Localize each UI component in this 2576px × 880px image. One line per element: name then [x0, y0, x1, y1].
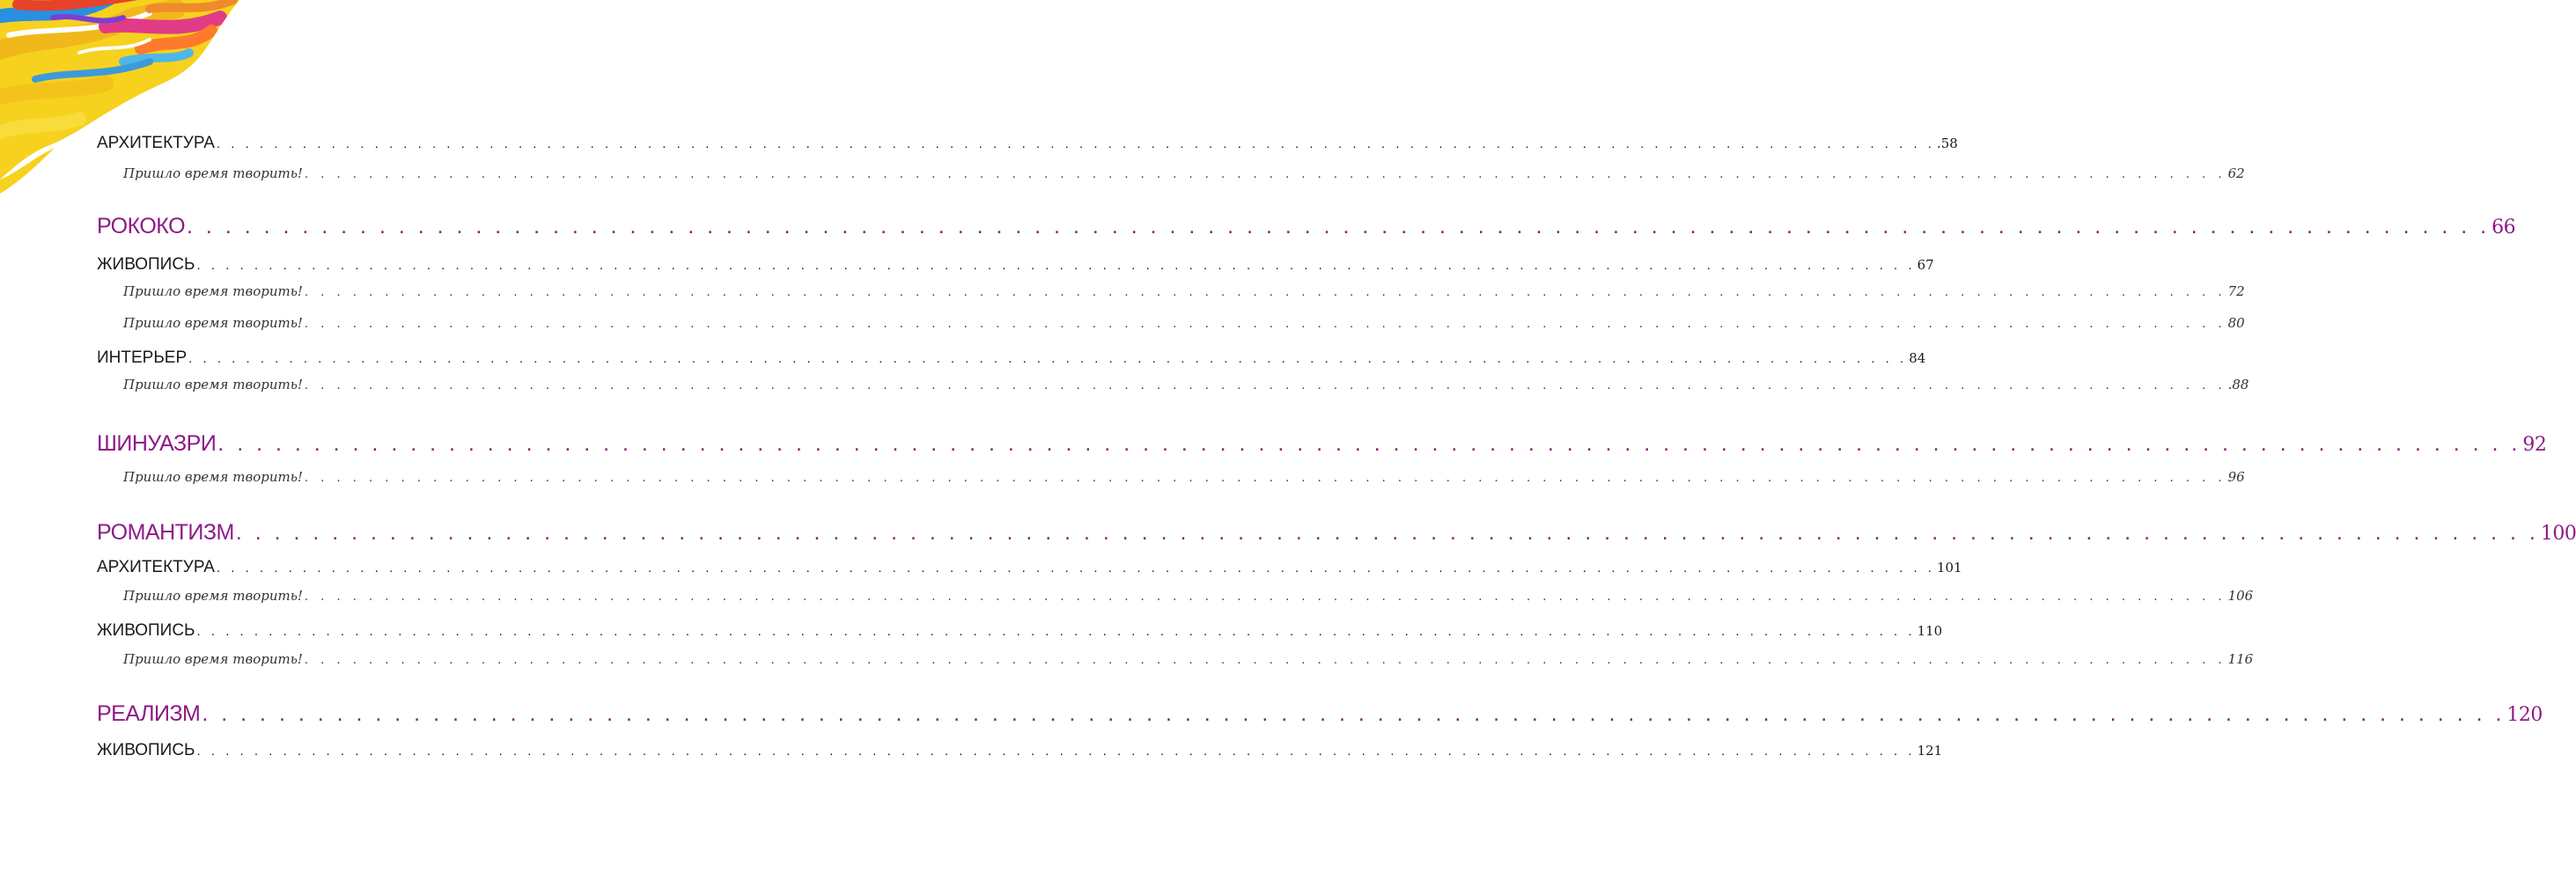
dot-leader: . . . . . . . . . . . . . . . . . . . . . . . . . . . . . . . . . . . . . . . . . . . . . . . . . . . . . . . . . . . . . . . . . . . . . . . . . . . . . . . . . . . . . . . . . . . . . . . . . . . . . . . . . . . . . . . . . . . . . . . .: [217, 431, 2521, 456]
toc-subtopic-entry: [123, 283, 2245, 299]
toc-entry-title: Пришло время творить!: [123, 283, 303, 299]
toc-entry-page-number: 67: [1917, 257, 1934, 273]
toc-section-entry: [97, 520, 2576, 546]
dot-leader: . . . . . . . . . . . . . . . . . . . . . . . . . . . . . . . . . . . . . . . . . . . . . . . . . . . . . . . . . . . . . . . . . . . . . . . . . . . . . . . . . . . . . . . . . . . . . . . . . . . . . . . . . . . . . . . . . . . . . . . .: [196, 624, 1916, 639]
toc-topic-entry: [97, 348, 1926, 368]
toc-entry-page-number: 72: [2227, 283, 2245, 299]
dot-leader: . . . . . . . . . . . . . . . . . . . . . . . . . . . . . . . . . . . . . . . . . . . . . . . . . . . . . . . . . . . . . . . . . . . . . . . . . . . . . . . . . . . . . . . . . . . . . . . . . . . . . . . . . . . . . . . . . . . . . . . .: [304, 590, 2226, 604]
dot-leader: . . . . . . . . . . . . . . . . . . . . . . . . . . . . . . . . . . . . . . . . . . . . . . . . . . . . . . . . . . . . . . . . . . . . . . . . . . . . . . . . . . . . . . . . . . . . . . . . . . . . . . . . . . . . . . . . . . . . . . . .: [188, 351, 1908, 366]
toc-entry-page-number: 110: [1917, 623, 1943, 639]
toc-topic-entry: [97, 134, 1958, 153]
toc-topic-entry: [97, 621, 1943, 641]
toc-entry-title: АРХИТЕКТУРА: [97, 134, 215, 152]
toc-entry-page-number: 62: [2227, 165, 2245, 181]
toc-entry-title: Пришло время творить!: [123, 377, 303, 392]
dot-leader: . . . . . . . . . . . . . . . . . . . . . . . . . . . . . . . . . . . . . . . . . . . . . . . . . . . . . . . . . . . . . . . . . . . . . . . . . . . . . . . . . . . . . . . . . . . . . . . . . . . . . . . . . . . . . . . . . . . . . . . .: [216, 561, 1935, 576]
toc-entry-page-number: 106: [2227, 588, 2254, 604]
toc-entry-page-number: 80: [2227, 315, 2245, 331]
toc-section-entry: [97, 214, 2516, 239]
toc-entry-page-number: 96: [2227, 469, 2245, 485]
dot-leader: . . . . . . . . . . . . . . . . . . . . . . . . . . . . . . . . . . . . . . . . . . . . . . . . . . . . . . . . . . . . . . . . . . . . . . . . . . . . . . . . . . . . . . . . . . . . . . . . . . . . . . . . . . . . . . . . . . . . . . . .: [187, 214, 2491, 238]
dot-leader: . . . . . . . . . . . . . . . . . . . . . . . . . . . . . . . . . . . . . . . . . . . . . . . . . . . . . . . . . . . . . . . . . . . . . . . . . . . . . . . . . . . . . . . . . . . . . . . . . . . . . . . . . . . . . . . . . . . . . . . .: [304, 472, 2226, 485]
toc-entry-title: Пришло время творить!: [123, 651, 303, 667]
toc-entry-title: РЕАЛИЗМ: [97, 701, 201, 726]
toc-entry-page-number: 84: [1909, 350, 1926, 366]
toc-section-entry: [97, 701, 2543, 727]
toc-entry-page-number: .88: [2227, 377, 2249, 392]
dot-leader: . . . . . . . . . . . . . . . . . . . . . . . . . . . . . . . . . . . . . . . . . . . . . . . . . . . . . . . . . . . . . . . . . . . . . . . . . . . . . . . . . . . . . . . . . . . . . . . . . . . . . . . . . . . . . . . . . . . . . . . .: [202, 701, 2506, 726]
toc-entry-title: ИНТЕРЬЕР: [97, 348, 188, 367]
dot-leader: . . . . . . . . . . . . . . . . . . . . . . . . . . . . . . . . . . . . . . . . . . . . . . . . . . . . . . . . . . . . . . . . . . . . . . . . . . . . . . . . . . . . . . . . . . . . . . . . . . . . . . . . . . . . . . . . . . . . . . . .: [216, 136, 1935, 151]
dot-leader: . . . . . . . . . . . . . . . . . . . . . . . . . . . . . . . . . . . . . . . . . . . . . . . . . . . . . . . . . . . . . . . . . . . . . . . . . . . . . . . . . . . . . . . . . . . . . . . . . . . . . . . . . . . . . . . . . . . . . . . .: [196, 258, 1916, 273]
dot-leader: . . . . . . . . . . . . . . . . . . . . . . . . . . . . . . . . . . . . . . . . . . . . . . . . . . . . . . . . . . . . . . . . . . . . . . . . . . . . . . . . . . . . . . . . . . . . . . . . . . . . . . . . . . . . . . . . . . . . . . . .: [304, 654, 2226, 667]
toc-entry-page-number: 100: [2540, 523, 2576, 545]
toc-entry-title: ЖИВОПИСЬ: [97, 741, 195, 759]
toc-subtopic-entry: [123, 469, 2245, 485]
toc-topic-entry: [97, 558, 1962, 577]
dot-leader: . . . . . . . . . . . . . . . . . . . . . . . . . . . . . . . . . . . . . . . . . . . . . . . . . . . . . . . . . . . . . . . . . . . . . . . . . . . . . . . . . . . . . . . . . . . . . . . . . . . . . . . . . . . . . . . . . . . . . . . .: [304, 168, 2226, 181]
toc-topic-entry: [97, 255, 1934, 275]
dot-leader: . . . . . . . . . . . . . . . . . . . . . . . . . . . . . . . . . . . . . . . . . . . . . . . . . . . . . . . . . . . . . . . . . . . . . . . . . . . . . . . . . . . . . . . . . . . . . . . . . . . . . . . . . . . . . . . . . . . . . . . .: [304, 318, 2226, 331]
toc-subtopic-entry: [123, 165, 2245, 181]
toc-entry-title: Пришло время творить!: [123, 588, 303, 604]
toc-entry-title: Пришло время творить!: [123, 315, 303, 331]
toc-section-entry: [97, 431, 2547, 457]
dot-leader: . . . . . . . . . . . . . . . . . . . . . . . . . . . . . . . . . . . . . . . . . . . . . . . . . . . . . . . . . . . . . . . . . . . . . . . . . . . . . . . . . . . . . . . . . . . . . . . . . . . . . . . . . . . . . . . . . . . . . . . .: [196, 744, 1916, 759]
toc-entry-page-number: 116: [2227, 651, 2254, 667]
toc-entry-title: Пришло время творить!: [123, 469, 303, 485]
toc-entry-title: ЖИВОПИСЬ: [97, 621, 195, 640]
toc-subtopic-entry: [123, 588, 2254, 604]
toc-subtopic-entry: [123, 377, 2249, 392]
toc-entry-title: АРХИТЕКТУРА: [97, 558, 215, 576]
toc-entry-page-number: 120: [2506, 704, 2543, 726]
toc-entry-page-number: .58: [1936, 136, 1958, 151]
dot-leader: . . . . . . . . . . . . . . . . . . . . . . . . . . . . . . . . . . . . . . . . . . . . . . . . . . . . . . . . . . . . . . . . . . . . . . . . . . . . . . . . . . . . . . . . . . . . . . . . . . . . . . . . . . . . . . . . . . . . . . . .: [304, 286, 2226, 299]
toc-entry-page-number: 121: [1917, 743, 1943, 759]
toc-entry-title: РОМАНТИЗМ: [97, 520, 234, 545]
toc-topic-entry: [97, 741, 1943, 760]
dot-leader: . . . . . . . . . . . . . . . . . . . . . . . . . . . . . . . . . . . . . . . . . . . . . . . . . . . . . . . . . . . . . . . . . . . . . . . . . . . . . . . . . . . . . . . . . . . . . . . . . . . . . . . . . . . . . . . . . . . . . . . .: [235, 520, 2539, 545]
toc-subtopic-entry: [123, 315, 2245, 331]
toc-entry-title: РОКОКО: [97, 214, 186, 238]
toc-entry-title: Пришло время творить!: [123, 165, 303, 181]
dot-leader: . . . . . . . . . . . . . . . . . . . . . . . . . . . . . . . . . . . . . . . . . . . . . . . . . . . . . . . . . . . . . . . . . . . . . . . . . . . . . . . . . . . . . . . . . . . . . . . . . . . . . . . . . . . . . . . . . . . . . . . .: [304, 379, 2226, 392]
toc-entry-page-number: 92: [2522, 434, 2547, 456]
toc-entry-title: ЖИВОПИСЬ: [97, 255, 195, 274]
toc-subtopic-entry: [123, 651, 2254, 667]
toc-entry-page-number: 101: [1936, 560, 1962, 576]
toc-entry-title: ШИНУАЗРИ: [97, 431, 217, 456]
toc-entry-page-number: 66: [2491, 216, 2516, 238]
